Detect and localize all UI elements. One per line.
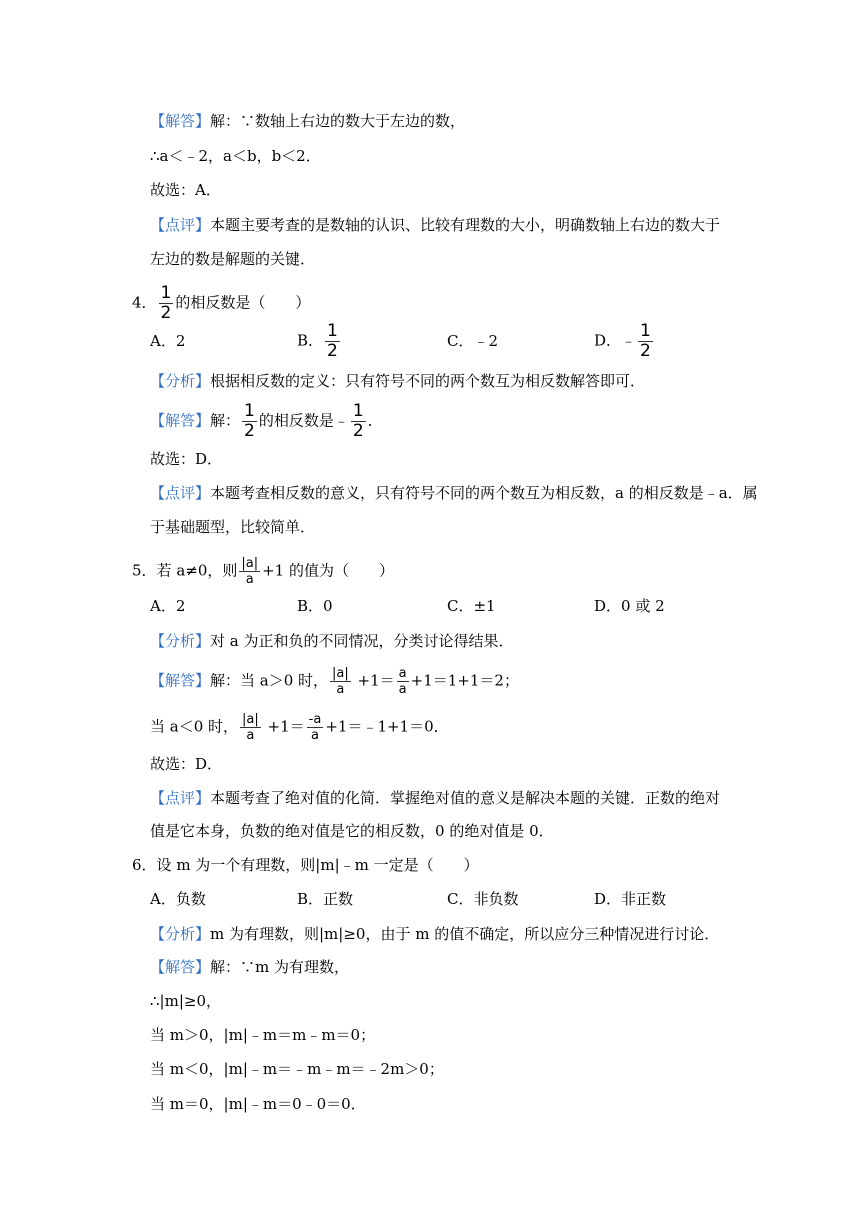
- fraction-numerator: -a: [308, 712, 322, 727]
- answer-line: [150, 713, 449, 742]
- answer-line: ∴a＜﹣2，a＜b，b＜2．: [150, 147, 321, 165]
- choose-line: 故选：D．: [150, 450, 223, 468]
- question-4-stem: [132, 285, 310, 322]
- comment-tag: 【点评】: [150, 484, 211, 502]
- fraction-numerator: 1: [244, 401, 255, 421]
- answer-text: ．: [367, 411, 383, 430]
- option-a: [150, 596, 185, 616]
- option-b: [297, 323, 342, 360]
- answer-text: 解：当 a＞0 时，: [210, 671, 329, 690]
- fraction-numerator: a: [398, 666, 407, 681]
- fraction-denominator: 2: [327, 341, 338, 361]
- fraction-denominator: 2: [640, 341, 651, 361]
- comment-line: 于基础题型，比较简单．: [150, 518, 316, 536]
- fraction: [239, 557, 260, 586]
- option-label: B．: [297, 890, 324, 908]
- answer-text: 解：∵数轴上右边的数大于左边的数，: [210, 112, 466, 130]
- option-label: A．: [150, 597, 176, 615]
- comment-tag: 【点评】: [150, 789, 211, 807]
- choose-line: 故选：A．: [150, 181, 221, 199]
- comment-line: [150, 215, 720, 235]
- option-value: 2: [175, 597, 186, 615]
- answer-text: +1＝﹣1+1＝0．: [325, 717, 449, 736]
- answer-line: [150, 403, 383, 440]
- fraction: [242, 403, 257, 440]
- choose-line: 故选：D．: [150, 755, 223, 773]
- fraction: [159, 285, 174, 322]
- answer-text: 解：: [210, 411, 241, 430]
- analysis-line: [150, 371, 645, 391]
- comment-text: 本题考查相反数的意义，只有符号不同的两个数互为相反数，a 的相反数是﹣a．属: [210, 484, 758, 502]
- stem-text: 设 m 为一个有理数，则|m|﹣m 一定是（ ）: [156, 856, 479, 874]
- fraction-numerator: |a|: [332, 666, 349, 681]
- comment-tag: 【点评】: [150, 216, 211, 234]
- option-value: 非负数: [473, 890, 519, 908]
- fraction: [330, 667, 351, 696]
- answer-tag: 【解答】: [150, 112, 211, 130]
- option-b: [297, 889, 353, 909]
- option-c: [447, 889, 519, 909]
- fraction-denominator: a: [336, 682, 345, 697]
- fraction: [240, 713, 261, 742]
- comment-line: 值是它本身，负数的绝对值是它的相反数，0 的绝对值是 0．: [150, 822, 554, 840]
- answer-text: +1＝1+1＝2；: [410, 671, 519, 690]
- option-label: B．: [297, 331, 324, 350]
- fraction-numerator: 1: [640, 321, 651, 341]
- question-5-stem: [132, 557, 394, 586]
- option-label: D．: [594, 331, 622, 350]
- question-number: 5．: [132, 561, 157, 580]
- option-d: [594, 596, 665, 616]
- analysis-text: 对 a 为正和负的不同情况，分类讨论得结果．: [210, 632, 514, 650]
- analysis-tag: 【分析】: [150, 372, 211, 390]
- fraction-numerator: |a|: [241, 556, 259, 571]
- fraction-denominator: 2: [160, 303, 172, 323]
- comment-text: 本题考查了绝对值的化简．掌握绝对值的意义是解决本题的关键．正数的绝对: [210, 789, 721, 807]
- option-a: [150, 331, 185, 351]
- fraction: [638, 323, 653, 360]
- option-label: D．: [594, 597, 622, 615]
- fraction-denominator: a: [245, 572, 254, 587]
- comment-line: 左边的数是解题的关键．: [150, 250, 316, 268]
- analysis-tag: 【分析】: [150, 632, 211, 650]
- answer-line: [150, 957, 349, 977]
- fraction: [351, 403, 366, 440]
- answer-text: 的相反数是﹣: [258, 411, 349, 430]
- answer-text: 解：∵m 为有理数，: [210, 958, 350, 976]
- question-number: 4．: [132, 293, 157, 312]
- fraction-numerator: 1: [327, 321, 338, 341]
- answer-tag: 【解答】: [150, 958, 211, 976]
- answer-line: 当 m＜0，|m|﹣m＝﹣m﹣m＝﹣2m＞0；: [150, 1060, 444, 1078]
- analysis-text: 根据相反数的定义：只有符号不同的两个数互为相反数解答即可．: [210, 372, 646, 390]
- stem-text: 若 a≠0，则: [156, 561, 238, 580]
- answer-text: +1＝: [262, 717, 305, 736]
- question-6-stem: [132, 855, 479, 875]
- comment-text: 本题主要考查的是数轴的认识、比较有理数的大小，明确数轴上右边的数大于: [210, 216, 721, 234]
- answer-text: 当 a＜0 时，: [150, 717, 239, 736]
- fraction-numerator: |a|: [242, 712, 259, 727]
- option-value: 正数: [323, 890, 354, 908]
- analysis-line: [150, 631, 514, 651]
- stem-text: 的相反数是（ ）: [175, 293, 311, 312]
- fraction-denominator: 2: [244, 421, 255, 441]
- fraction-numerator: 1: [352, 401, 364, 421]
- answer-line: 当 m＞0，|m|﹣m＝m﹣m＝0；: [150, 1026, 376, 1044]
- fraction: [397, 667, 409, 696]
- option-value: 0: [323, 597, 333, 615]
- option-value: 0 或 2: [621, 597, 665, 615]
- answer-text: +1＝: [352, 671, 395, 690]
- option-label: B．: [297, 597, 324, 615]
- fraction: [325, 323, 340, 360]
- option-value: ﹣2: [473, 332, 499, 350]
- option-value: 非正数: [621, 890, 667, 908]
- option-label: C．: [447, 597, 474, 615]
- answer-line: [150, 667, 519, 696]
- question-number: 6．: [132, 856, 157, 874]
- option-value: 负数: [175, 890, 206, 908]
- option-c: [447, 596, 496, 616]
- analysis-line: [150, 924, 719, 944]
- fraction-denominator: 2: [352, 421, 364, 441]
- comment-line: [150, 483, 758, 503]
- fraction-denominator: a: [246, 728, 255, 743]
- option-label: D．: [594, 890, 622, 908]
- option-c: [447, 331, 498, 351]
- stem-text: +1 的值为（ ）: [262, 561, 394, 580]
- answer-line: ∴|m|≥0，: [150, 992, 221, 1010]
- option-value: 2: [175, 332, 186, 350]
- option-a: [150, 889, 206, 909]
- option-label: A．: [150, 332, 176, 350]
- fraction-denominator: a: [398, 682, 407, 697]
- option-d: [594, 889, 666, 909]
- option-label: C．: [447, 890, 474, 908]
- fraction: [307, 713, 324, 742]
- comment-line: [150, 788, 720, 808]
- option-label: C．: [447, 332, 474, 350]
- option-d: [594, 323, 655, 360]
- fraction-denominator: a: [311, 728, 319, 743]
- analysis-tag: 【分析】: [150, 925, 211, 943]
- answer-line: [150, 111, 465, 131]
- option-label: A．: [150, 890, 176, 908]
- fraction-numerator: 1: [160, 283, 172, 303]
- option-sign: ﹣: [621, 331, 637, 350]
- answer-line: 当 m＝0，|m|﹣m＝0﹣0＝0．: [150, 1095, 366, 1113]
- analysis-text: m 为有理数，则|m|≥0，由于 m 的值不确定，所以应分三种情况进行讨论．: [210, 925, 720, 943]
- answer-tag: 【解答】: [150, 671, 211, 690]
- option-b: [297, 596, 333, 616]
- answer-tag: 【解答】: [150, 411, 211, 430]
- option-value: ±1: [473, 597, 496, 615]
